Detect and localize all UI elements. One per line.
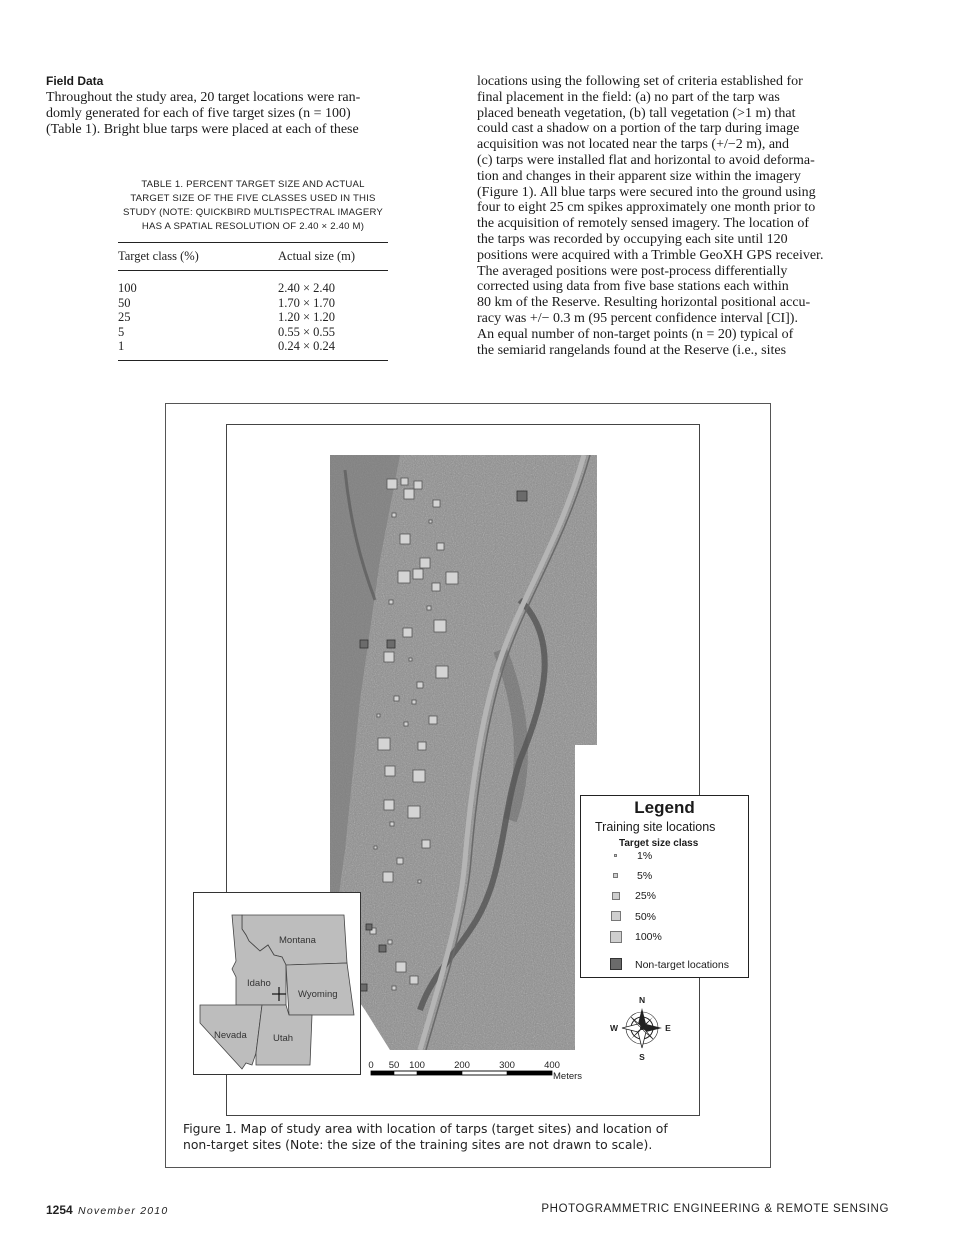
map-legend (580, 795, 749, 978)
legend-swatch-25pct (612, 892, 620, 900)
scale-tick-label: 100 (409, 1060, 425, 1071)
state-label-utah: Utah (273, 1033, 294, 1044)
text-line: An equal number of non-target points (n = 20) typical of (477, 326, 794, 342)
header-actual-size: Actual size (m) (278, 243, 388, 271)
cell-actual-size: 1.70 × 1.70 (278, 295, 336, 310)
caption-line: HAS A SPATIAL RESOLUTION OF 2.40 × 2.40 M) (141, 221, 365, 232)
caption-line: TABLE 1. PERCENT TARGET SIZE AND ACTUAL (141, 179, 365, 190)
legend-swatch-100pct (610, 931, 622, 943)
journal-name: PHOTOGRAMMETRIC ENGINEERING & REMOTE SENSING (541, 1203, 889, 1215)
legend-item-25pct: 25% (635, 890, 657, 902)
state-label-idaho: Idaho (247, 978, 271, 989)
issue-date: November 2010 (78, 1205, 169, 1217)
scale-tick-label: 400 (544, 1060, 560, 1071)
caption-line: non-target sites (Note: the size of the training sites are not drawn to scale). (183, 1137, 653, 1152)
legend-swatch-5pct (613, 873, 618, 878)
compass-north: N (638, 995, 646, 1005)
text-line: Throughout the study area, 20 target locations were ran- (46, 90, 361, 105)
text-line: domly generated for each of five target sizes (n = 100) (46, 105, 351, 121)
text-line: placed beneath vegetation, (b) tall vegetation (>1 m) that (477, 105, 796, 121)
state-label-montana: Montana (279, 935, 316, 946)
text-line: The averaged positions were post-process differentially (477, 263, 788, 279)
legend-item-50pct: 50% (635, 911, 657, 923)
text-line: (c) tarps were installed flat and horizontal to avoid deforma- (477, 152, 815, 168)
cell-target-class: 100 (118, 281, 137, 295)
footer-left (46, 1203, 168, 1217)
cell-actual-size: 0.55 × 0.55 (278, 324, 336, 339)
header-target-class: Target class (%) (118, 243, 278, 271)
compass-east: E (665, 1023, 671, 1033)
legend-item-non-target: Non-target locations (635, 959, 729, 971)
page-number: 1254 (46, 1203, 73, 1217)
scale-unit: Meters (553, 1071, 583, 1082)
text-line: locations using the following set of criteria established for (477, 74, 803, 89)
scale-tick-label: 300 (499, 1060, 515, 1071)
states-map (194, 893, 362, 1076)
satellite-imagery (330, 455, 597, 1055)
legend-subtitle: Training site locations (595, 820, 716, 834)
text-line: racy was +/− 0.3 m (95 percent confidence interval [CI]). (477, 310, 798, 326)
cell-actual-size: 1.20 × 1.20 (278, 310, 336, 324)
figure-caption (183, 1121, 743, 1153)
legend-swatch-50pct (611, 911, 621, 921)
text-line: tion and changes in their apparent size within the imagery (477, 168, 801, 184)
scale-bar (368, 1060, 582, 1082)
scale-tick-label: 50 (388, 1060, 400, 1071)
text-line: (Figure 1). All blue tarps were secured into the ground using (477, 184, 816, 200)
text-line: 80 km of the Reserve. Resulting horizontal positional accu- (477, 295, 811, 311)
compass-south: S (639, 1052, 645, 1062)
text-line: could cast a shadow on a portion of the tarp during image (477, 121, 800, 137)
scale-tick-label: 0 (368, 1060, 374, 1071)
legend-swatch-1pct (614, 854, 617, 857)
text-line: acquisition was not located near the tarps (+/−2 m), and (477, 137, 790, 153)
text-line: the tarps was recorded by occupying each site until 120 (477, 231, 788, 247)
caption-line: Figure 1. Map of study area with location of tarps (target sites) and location of (183, 1121, 668, 1136)
cell-actual-size: 2.40 × 2.40 (278, 281, 336, 295)
text-line: the semiarid rangelands found at the Reserve (i.e., sites (477, 342, 787, 358)
scale-tick-label: 200 (454, 1060, 470, 1071)
legend-class-heading: Target size class (619, 838, 699, 849)
compass-west: W (609, 1023, 619, 1033)
text-line: corrected using data from five base stations each within (477, 279, 789, 295)
cell-target-class: 5 (118, 324, 125, 339)
legend-title: Legend (634, 798, 695, 817)
state-label-wyoming: Wyoming (298, 989, 338, 1000)
section-heading: Field Data (46, 74, 104, 88)
text-line: the acquisition of remotely sensed imagery. The location of (477, 216, 810, 232)
legend-item-1pct: 1% (637, 850, 653, 862)
compass-rose-icon (610, 995, 671, 1062)
cell-target-class: 50 (118, 295, 131, 310)
legend-swatch-non-target (610, 958, 622, 970)
state-label-nevada: Nevada (214, 1030, 247, 1041)
text-line: four to eight 25 cm spikes approximately one month prior to (477, 200, 816, 216)
cell-target-class: 25 (118, 310, 131, 324)
inset-locator-map (193, 892, 361, 1075)
legend-item-5pct: 5% (637, 870, 653, 882)
text-line: final placement in the field: (a) no part of the tarp was (477, 89, 780, 105)
text-line: positions were acquired with a Trimble GeoXH GPS receiver. (477, 247, 824, 263)
caption-line: STUDY (NOTE: QUICKBIRD MULTISPECTRAL IMAGERY (122, 207, 384, 218)
caption-line: TARGET SIZE OF THE FIVE CLASSES USED IN THIS (130, 193, 376, 204)
cell-target-class: 1 (118, 339, 278, 360)
legend-item-100pct: 100% (635, 931, 662, 943)
cell-actual-size: 0.24 × 0.24 (278, 339, 388, 360)
text-line: (Table 1). Bright blue tarps were placed at each of these (46, 121, 359, 137)
